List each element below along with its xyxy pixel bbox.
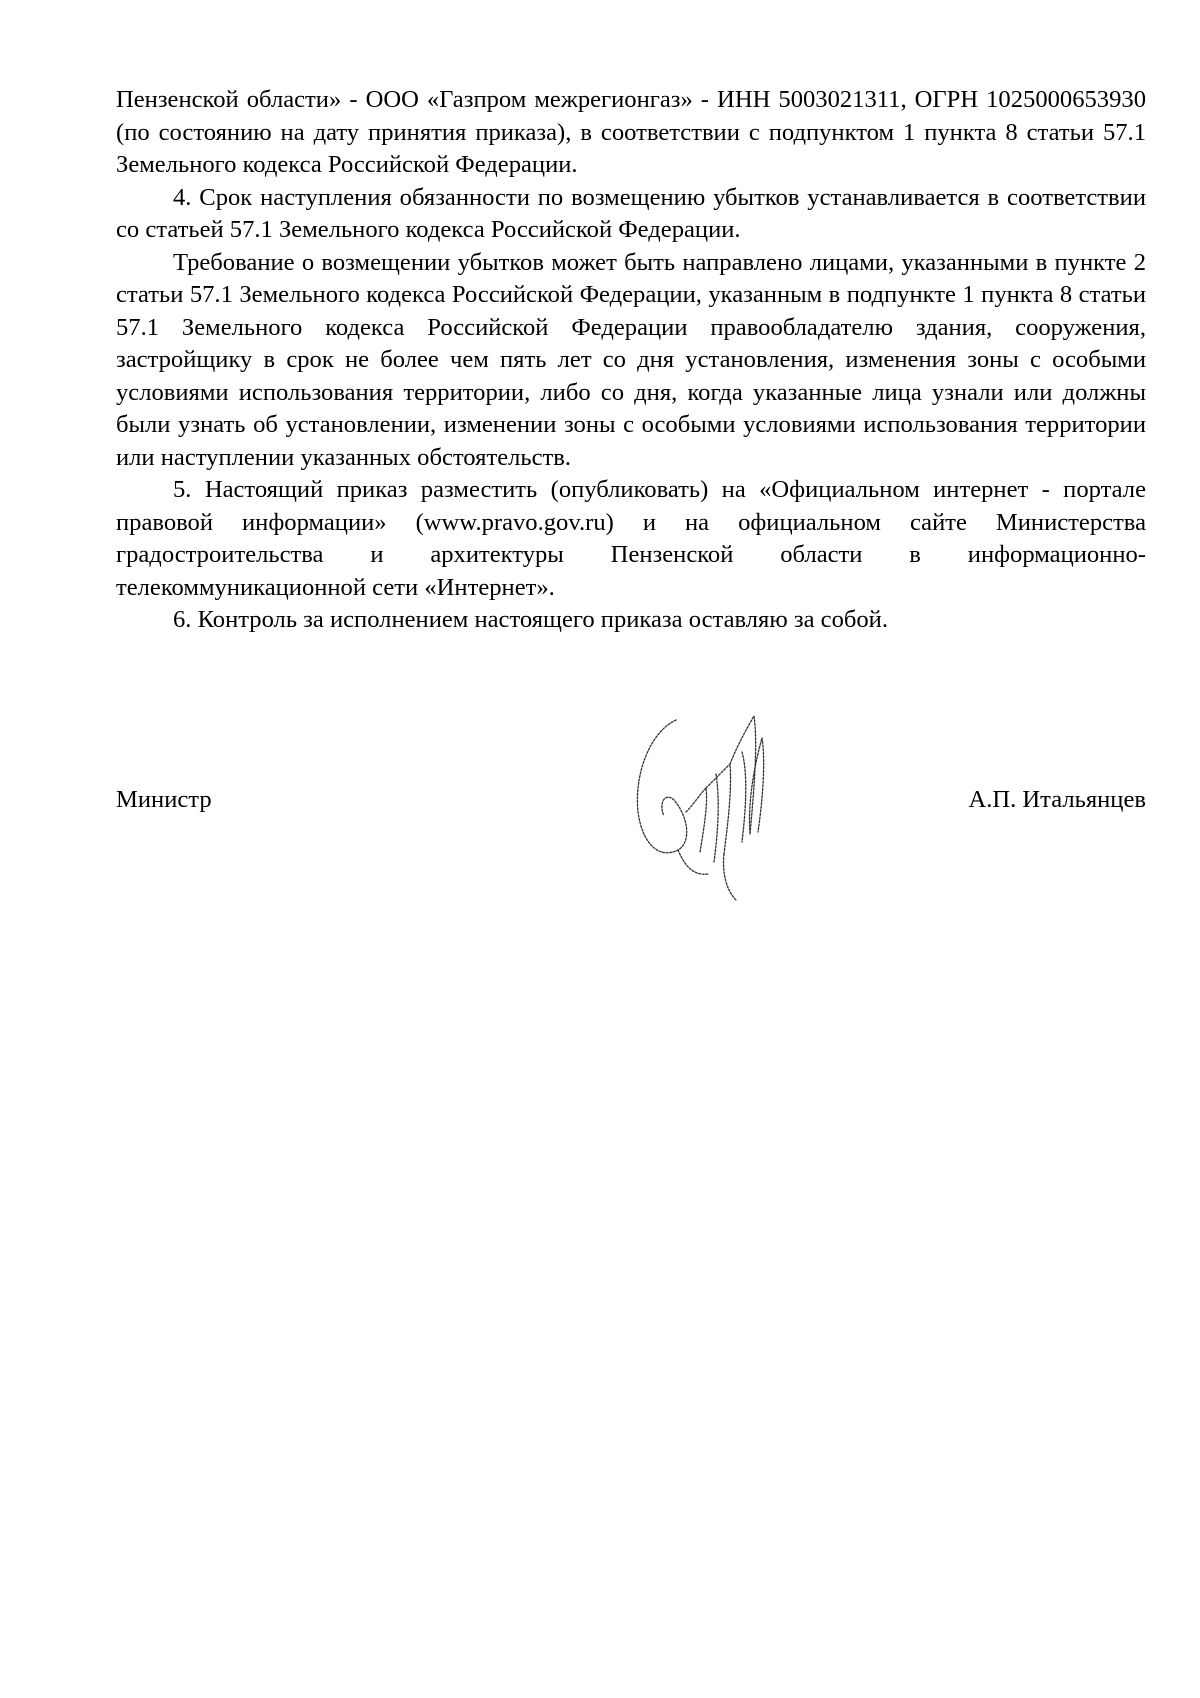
paragraph-item-4: 4. Срок наступления обязанности по возмещению убытков устанавливается в соответствии со статьей 57.1 Земельного кодекса Российской Федерации. xyxy=(116,183,1146,243)
signatory-name: А.П. Итальянцев xyxy=(968,786,1146,813)
paragraph-item-6: 6. Контроль за исполнением настоящего приказа оставляю за собой. xyxy=(173,606,888,633)
paragraph-continuation: Пензенской области» - ООО «Газпром межрегионгаз» - ИНН 5003021311, ОГРН 1025000653930 (по состоянию на дату принятия приказа), в соответствии с подпунктом 1 пункта 8 статьи 57.1 Земельного кодекса Российской Федерации. xyxy=(116,86,1146,178)
signature-block xyxy=(116,704,1146,904)
signatory-title: Министр xyxy=(116,786,212,813)
paragraph-claim-requirement: Требование о возмещении убытков может быть направлено лицами, указанными в пункте 2 статьи 57.1 Земельного кодекса Российской Федерации, указанным в подпункте 1 пункта 8 статьи 57.1 Земельного кодекса Российской Федерации правообладателю здания, сооружения, застройщику в срок не более чем пять лет со дня установления, изменения зоны с особыми условиями использования территории, либо со дня, когда указанные лица узнали или должны были узнать об установлении, изменении зоны с особыми условиями использования территории или наступлении указанных обстоятельств. xyxy=(116,248,1146,471)
handwritten-signature xyxy=(624,704,794,904)
paragraph-item-5: 5. Настоящий приказ разместить (опубликовать) на «Официальном интернет - портале правовой информации» (www.pravo.gov.ru) и на официальном сайте Министерства градостроительства и архитектуры Пензенской области в информационно-телекоммуникационной сети «Интернет». xyxy=(116,476,1146,601)
document-body xyxy=(116,84,1146,637)
